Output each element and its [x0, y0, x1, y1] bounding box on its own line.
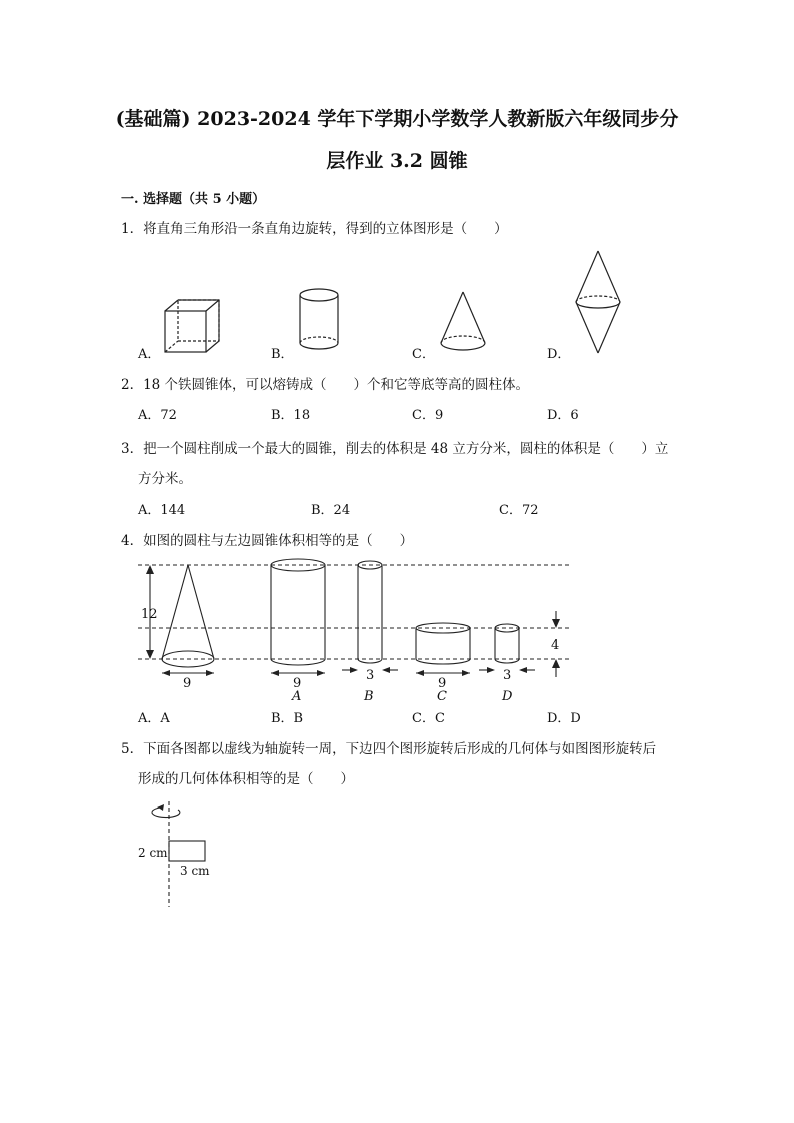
q5-figure	[0, 795, 794, 925]
q4-option-c[interactable]: C．C	[412, 711, 445, 726]
small-height-label: 4	[551, 638, 560, 653]
page-title: (基础篇) 2023-2024 学年下学期小学数学人教新版六年级同步分	[115, 108, 679, 130]
rotation-arrow-icon	[152, 808, 180, 818]
cyl-a-letter: A	[292, 689, 302, 704]
double-cone-figure	[576, 251, 620, 353]
cone-base-label: 9	[183, 676, 192, 691]
cyl-c-letter: C	[437, 689, 447, 704]
question-3-text-line2: 方分米。	[138, 471, 192, 487]
q1-option-a[interactable]: A．	[138, 347, 161, 362]
cone-figure	[441, 292, 485, 350]
cylinder-figure	[300, 289, 338, 349]
q4-figure	[0, 555, 794, 705]
cyl-a-base-label: 9	[293, 676, 302, 691]
q1-figures	[0, 245, 794, 375]
page-title-line2: 层作业 3.2 圆锥	[326, 150, 468, 172]
q2-option-b[interactable]: B．18	[271, 408, 311, 423]
question-5-text: 5．下面各图都以虚线为轴旋转一周，下边四个图形旋转后形成的几何体与如图图形旋转后	[121, 741, 657, 757]
q4-option-d[interactable]: D．D	[547, 711, 581, 726]
q1-option-b[interactable]: B．	[271, 347, 294, 362]
q3-option-c[interactable]: C．72	[499, 503, 539, 518]
q4-option-b[interactable]: B．B	[271, 711, 304, 726]
q1-option-d[interactable]: D．	[547, 347, 571, 362]
cyl-c-base-label: 9	[438, 676, 447, 691]
cone-height-label: 12	[141, 607, 158, 622]
q2-option-c[interactable]: C．9	[412, 408, 444, 423]
q3-option-a[interactable]: A．144	[138, 503, 186, 518]
cyl-b-letter: B	[364, 689, 374, 704]
q3-option-b[interactable]: B．24	[311, 503, 351, 518]
q2-option-d[interactable]: D．6	[547, 408, 579, 423]
section-heading: 一. 选择题（共 5 小题）	[121, 192, 266, 207]
rect-width-label: 3 cm	[180, 864, 210, 878]
cube-figure	[165, 300, 219, 352]
cyl-d-letter: D	[502, 689, 513, 704]
question-1-text: 1．将直角三角形沿一条直角边旋转，得到的立体图形是（ ）	[121, 221, 508, 237]
cyl-b-base-label: 3	[366, 668, 375, 683]
rect-height-label: 2 cm	[138, 846, 168, 860]
question-4-text: 4．如图的圆柱与左边圆锥体积相等的是（ ）	[121, 533, 414, 549]
q1-option-c[interactable]: C．	[412, 347, 435, 362]
question-5-text-line2: 形成的几何体体积相等的是（ ）	[138, 771, 354, 787]
q4-option-a[interactable]: A．A	[138, 711, 170, 726]
cyl-d-base-label: 3	[503, 668, 512, 683]
question-2-text: 2．18 个铁圆锥体，可以熔铸成（ ）个和它等底等高的圆柱体。	[121, 377, 530, 393]
q2-option-a[interactable]: A．72	[138, 408, 177, 423]
question-3-text: 3．把一个圆柱削成一个最大的圆锥，削去的体积是 48 立方分米，圆柱的体积是（ ）立	[121, 441, 669, 457]
